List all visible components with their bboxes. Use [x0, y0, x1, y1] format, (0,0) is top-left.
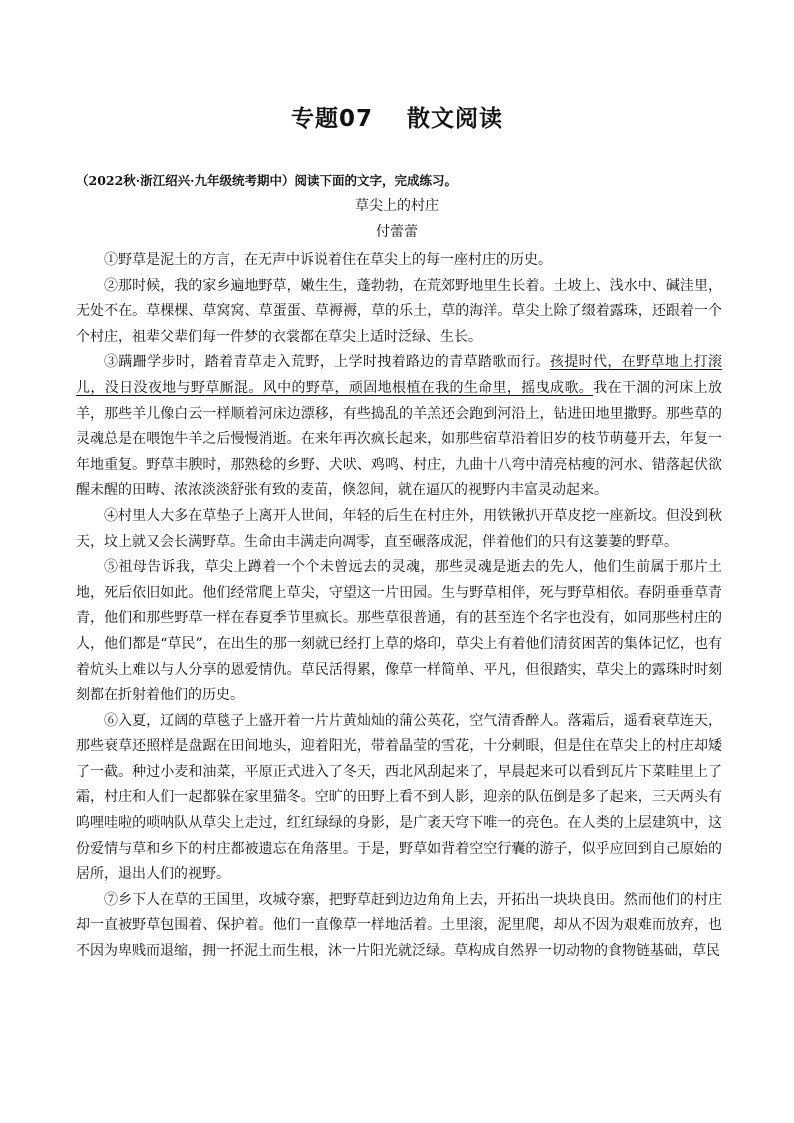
page-title — [0, 100, 794, 133]
underlined-sentence: 孩提时代，在野草地上打滚儿，没日没夜地与野草厮混。风中的野草，顽固地根植在我的生命里，摇曳成歌。 — [76, 354, 723, 396]
essay-body — [76, 248, 722, 965]
title-topic-number: 专题07 — [290, 106, 373, 132]
essay-author: 付蕾蕾 — [376, 224, 418, 240]
essay-title: 草尖上的村庄 — [355, 198, 439, 214]
question-source: （2022秋·浙江绍兴·九年级统考期中）阅读下面的文字，完成练习。 — [76, 173, 457, 188]
paragraph-3 — [76, 350, 722, 504]
paragraph-5: ⑤祖母告诉我，草尖上蹲着一个个未曾远去的灵魂，那些灵魂是逝去的先人，他们生前属于那片土地，死后依旧如此。他们经常爬上草尖，守望这一片田园。生与野草相伴，死与野草相依。春阴垂垂草青青，他们和那些野草一样在春夏季节里疯长。那些草很普通，有的甚至连个名字也没有，如同那些村庄的人，他们都是“草民”，在出生的那一刻就已经打上草的烙印，草尖上有着他们清贫困苦的集体记忆，也有着炕头上难以与人分享的恩爱情仇。草民活得累，像草一样简单、平凡，但很踏实，草尖上的露珠时时刻刻都在折射着他们的历史。 — [76, 559, 722, 704]
paragraph-3-lead: ③蹒跚学步时，踏着青草走入荒野，上学时拽着路边的青草踏歌而行。 — [104, 354, 550, 371]
title-topic-name: 散文阅读 — [407, 106, 503, 132]
paragraph-4: ④村里人大多在草垫子上离开人世间，年轻的后生在村庄外，用铁锹扒开草皮挖一座新坟。但没到秋天，坟上就又会长满野草。生命由丰满走向凋零，直至碾落成泥，伴着他们的只有这萋萋的野草。 — [76, 507, 722, 550]
paragraph-6: ⑥入夏，辽阔的草毯子上盛开着一片片黄灿灿的蒲公英花，空气清香醉人。落霜后，遥看衰草连天，那些衰草还照样是盘踞在田间地头，迎着阳光，带着晶莹的雪花，十分刺眼，但是住在草尖上的村庄却矮了一截。种过小麦和油菜，平原正式进入了冬天，西北风刮起来了，早晨起来可以看到瓦片下菜畦里上了霜，村庄和人们一起都躲在家里猫冬。空旷的田野上看不到人影，迎亲的队伍倒是多了起来，三天两头有呜哩哇啦的唢呐队从草尖上走过，红红绿绿的身影，是广袤天穹下唯一的亮色。在人类的上层建筑中，这份爱情与草和乡下的村庄都被遗忘在角落里。于是，野草如背着空空行囊的游子，似乎应回到自己原始的居所，退出人们的视野。 — [76, 712, 722, 883]
paragraph-1: ①野草是泥土的方言，在无声中诉说着住在草尖上的每一座村庄的历史。 — [104, 252, 552, 268]
paragraph-3-rest: 我在干涸的河床上放羊，那些羊儿像白云一样顺着河床边漂移，有些捣乱的羊羔还会跑到河沿上，钻进田地里撒野。那些草的灵魂总是在喂饱牛羊之后慢慢消逝。在来年再次疯长起来，如那些宿草沿着旧岁的枝节萌蔓开去，年复一年地重复。野草丰腴时，那熟稔的乡野、犬吠、鸡鸣、村庄，九曲十八弯中清亮枯瘦的河水、错落起伏欲醒未醒的田畴、浓浓淡淡舒张有致的麦苗，倏忽间，就在逼仄的视野内丰富灵动起来。 — [76, 379, 723, 499]
paragraph-2: ②那时候，我的家乡遍地野草，嫩生生，蓬勃勃，在荒郊野地里生长着。土坡上、浅水中、碱洼里，无处不在。草棵棵、草窝窝、草蛋蛋、草褥褥，草的乐土，草的海洋。草尖上除了缀着露珠，还跟着一个个村庄，祖辈父辈们每一件梦的衣裳都在草尖上适时泛绿、生长。 — [76, 277, 722, 345]
paragraph-7: ⑦乡下人在草的王国里，攻城夺寨，把野草赶到边边角角上去，开拓出一块块良田。然而他们的村庄却一直被野草包围着、保护着。他们一直像草一样地活着。土里滚，泥里爬，却从不因为艰难而放弃，也不因为卑贱而退缩，拥一抔泥土而生根，沐一片阳光就泛绿。草构成自然界一切动物的食物链基础，草民 — [76, 891, 722, 960]
